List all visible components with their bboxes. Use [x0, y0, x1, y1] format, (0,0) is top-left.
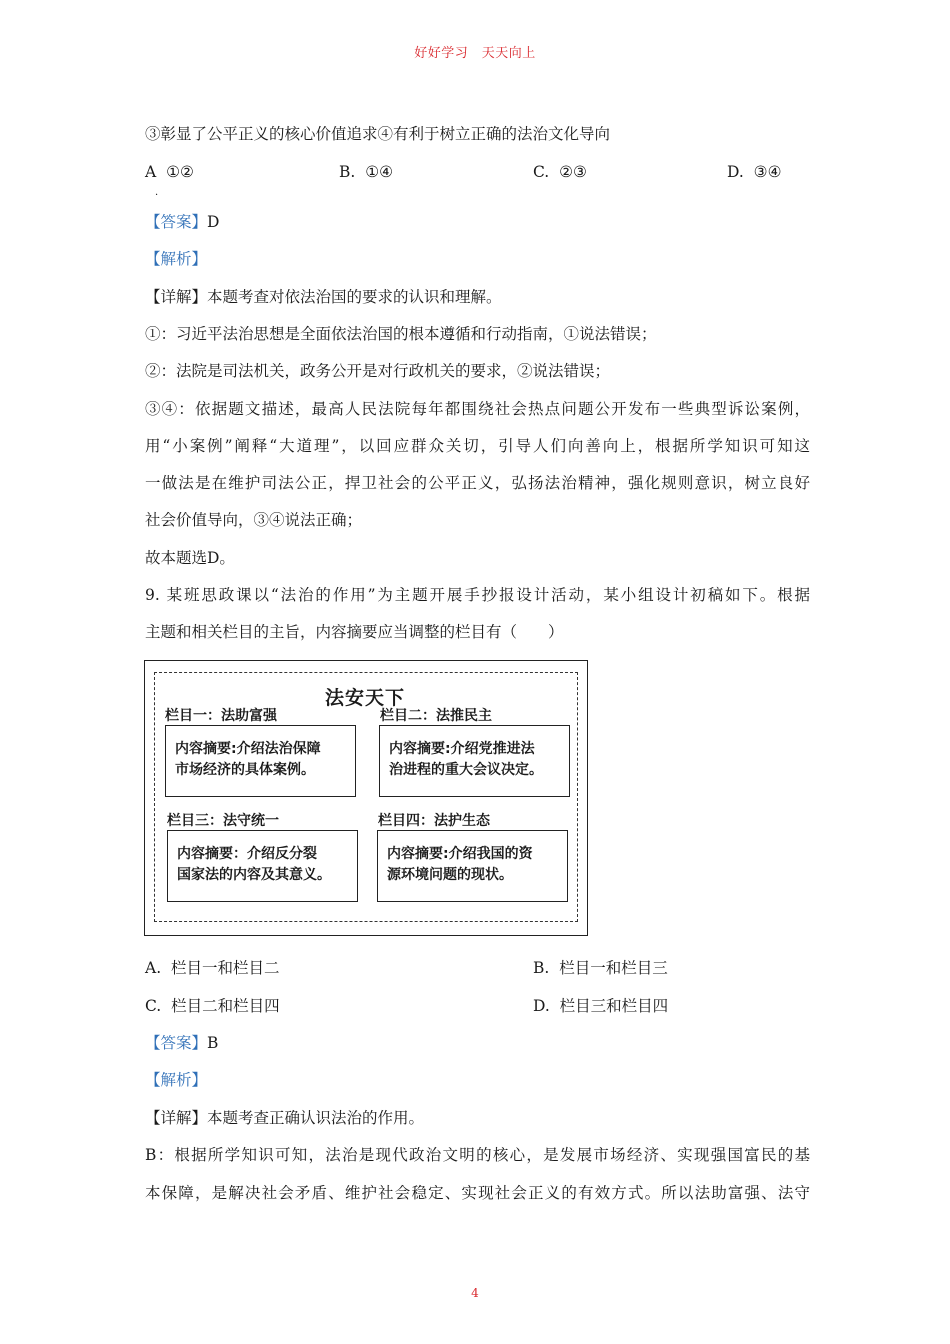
column-2-title: 栏目二：法推民主 [380, 708, 492, 724]
column-1-title: 栏目一：法助富强 [165, 708, 277, 724]
newspaper-design-figure [144, 660, 588, 936]
page-header: 好好学习 天天向上 [414, 46, 536, 61]
q8-option-a[interactable] [145, 162, 194, 182]
option-key: C. [145, 997, 162, 1015]
column-2-summary-line1: 内容摘要:介绍党推进法 [389, 741, 535, 757]
option-key: C. [533, 163, 550, 181]
column-3-summary-line1: 内容摘要：介绍反分裂 [177, 846, 317, 862]
q8-explain-2: ②：法院是司法机关，政务公开是对行政机关的要求，②说法错误； [145, 362, 611, 380]
q9-answer [145, 1033, 810, 1053]
q9-detail [145, 1108, 810, 1128]
column-4-summary-line1: 内容摘要:介绍我国的资 [387, 846, 533, 862]
page-number: 4 [471, 1286, 479, 1300]
option-text: ③④ [753, 163, 782, 181]
option-text: 栏目二和栏目四 [171, 997, 280, 1015]
q9-analysis-label: 【解析】 [145, 1071, 208, 1089]
q8-explain-3-line3: 一做法是在维护司法公正，捍卫社会的公平正义，弘扬法治精神，强化规则意识，树立良好 [145, 474, 810, 492]
figure-title: 法安天下 [324, 687, 405, 709]
q9-explain-b-line1: B：根据所学知识可知，法治是现代政治文明的核心，是发展市场经济、实现强国富民的基 [145, 1146, 810, 1164]
option-key: A [145, 163, 157, 181]
q8-option-b[interactable] [339, 162, 393, 182]
column-4-box [377, 830, 568, 902]
column-2-box [379, 725, 570, 797]
detail-label: 【详解】 [145, 1109, 208, 1127]
q8-conclusion: 故本题选D。 [145, 549, 235, 567]
q8-statement-34: ③彰显了公平正义的核心价值追求④有利于树立正确的法治文化导向 [145, 125, 611, 143]
option-text: 栏目一和栏目二 [170, 959, 280, 977]
answer-value: B [207, 1034, 219, 1052]
q9-option-b[interactable] [533, 958, 668, 978]
column-1-summary-line2: 市场经济的具体案例。 [175, 762, 315, 778]
detail-text: 本题考查对依法治国的要求的认识和理解。 [207, 288, 502, 306]
option-text: ①② [166, 163, 194, 181]
q9-option-c[interactable] [145, 996, 280, 1016]
answer-label: 【答案】 [145, 1034, 208, 1052]
column-3-summary-line2: 国家法的内容及其意义。 [177, 867, 331, 883]
q9-explain-b-line2: 本保障，是解决社会矛盾、维护社会稳定、实现社会正义的有效方式。所以法助富强、法守 [145, 1184, 810, 1202]
q8-explain-3-line1: ③④：依据题文描述，最高人民法院每年都围绕社会热点问题公开发布一些典型诉讼案例， [145, 400, 810, 418]
answer-label: 【答案】 [145, 213, 208, 231]
column-1-summary-line1: 内容摘要:介绍法治保障 [175, 741, 321, 757]
detail-text: 本题考查正确认识法治的作用。 [207, 1109, 425, 1127]
q9-option-d[interactable] [533, 996, 668, 1016]
column-2-summary-line2: 治进程的重大会议决定。 [389, 762, 543, 778]
option-key: A. [145, 959, 162, 977]
q8-analysis-label: 【解析】 [145, 250, 208, 268]
option-text: ②③ [559, 163, 587, 181]
q8-explain-3-line2: 用“小案例”阐释“大道理”，以回应群众关切，引导人们向善向上，根据所学知识可知这 [145, 437, 810, 455]
q9-stem-line1: 9. 某班思政课以“法治的作用”为主题开展手抄报设计活动，某小组设计初稿如下。根据 [145, 586, 810, 604]
q8-explain-3-line4: 社会价值导向，③④说法正确； [145, 511, 363, 529]
q8-option-c[interactable] [533, 162, 587, 182]
option-text: 栏目一和栏目三 [559, 959, 668, 977]
column-4-title: 栏目四：法护生态 [378, 813, 490, 829]
stray-dot: · [155, 190, 159, 201]
option-key: D. [727, 163, 744, 181]
column-3-box [167, 830, 358, 902]
q8-answer [145, 212, 810, 232]
q8-detail [145, 287, 810, 307]
option-text: ①④ [365, 163, 393, 181]
q8-option-d[interactable] [727, 162, 781, 182]
answer-value: D [207, 213, 220, 231]
q9-option-a[interactable] [145, 958, 280, 978]
detail-label: 【详解】 [145, 288, 208, 306]
option-key: B. [533, 959, 550, 977]
q9-stem-line2: 主题和相关栏目的主旨，内容摘要应当调整的栏目有（ ） [145, 623, 564, 641]
column-1-box [165, 725, 356, 797]
option-key: D. [533, 997, 550, 1015]
column-3-title: 栏目三：法守统一 [167, 813, 279, 829]
option-key: B. [339, 163, 356, 181]
column-4-summary-line2: 源环境问题的现状。 [387, 867, 513, 883]
option-text: 栏目三和栏目四 [559, 997, 669, 1015]
q8-explain-1: ①：习近平法治思想是全面依法治国的根本遵循和行动指南，①说法错误； [145, 325, 657, 343]
